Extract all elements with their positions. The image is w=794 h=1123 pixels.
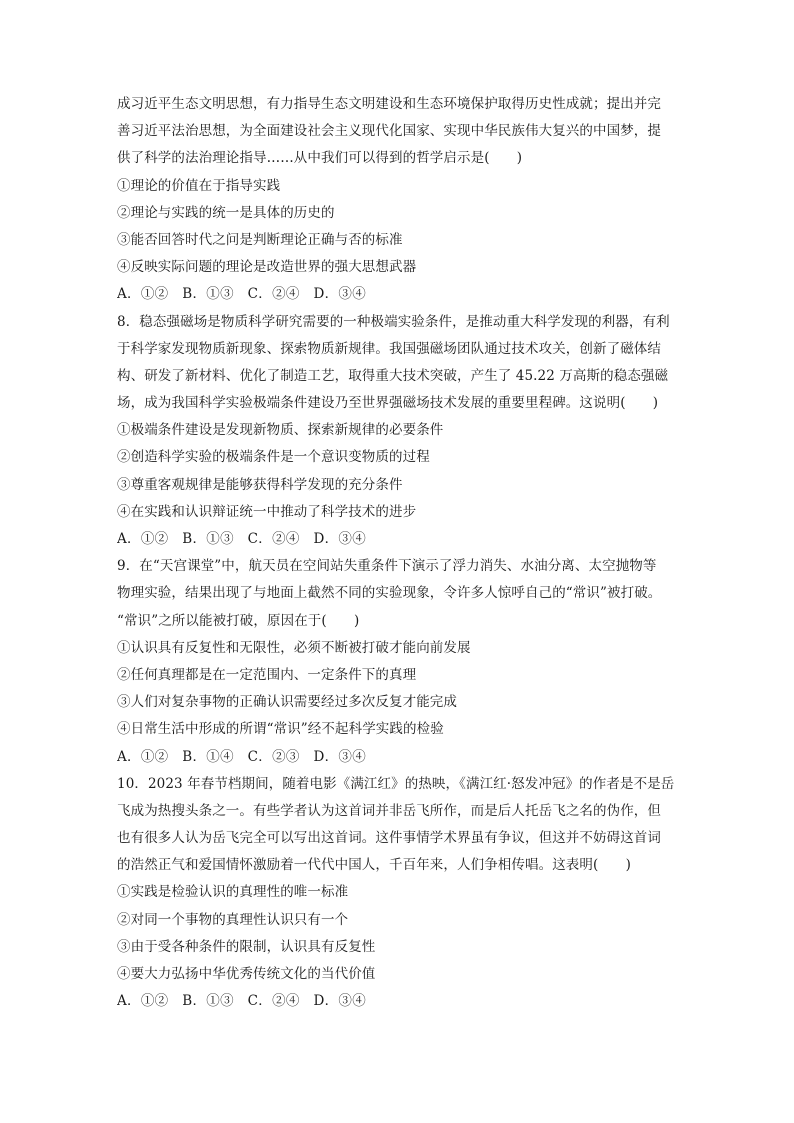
- answer-options: A．①② B．①③ C．②④ D．③④: [117, 531, 367, 547]
- statement-item: ③能否回答时代之问是判断理论正确与否的标准: [117, 231, 403, 248]
- statement-item: ③由于受各种条件的限制，认识具有反复性: [117, 938, 376, 955]
- statement-item: ④要大力弘扬中华优秀传统文化的当代价值: [117, 966, 376, 982]
- stem-line: 善习近平法治思想，为全面建设社会主义现代化国家、实现中华民族伟大复兴的中国梦，提: [117, 123, 661, 140]
- stem-line: 10．2023 年春节档期间，随着电影《满江红》的热映，《满江红·怒发冲冠》的作者是不是岳: [117, 775, 675, 792]
- statement-item: ②对同一个事物的真理性认识只有一个: [117, 911, 349, 928]
- stem-line: 物理实验，结果出现了与地面上截然不同的实验现象，令许多人惊呼自己的“常识”被打破。: [117, 585, 662, 602]
- statement-item: ③尊重客观规律是能够获得科学发现的充分条件: [117, 476, 403, 493]
- statement-item: ②任何真理都是在一定范围内、一定条件下的真理: [117, 666, 417, 683]
- answer-options: A．①② B．①③ C．②④ D．③④: [117, 993, 367, 1010]
- statement-item: ①实践是检验认识的真理性的唯一标准: [117, 884, 349, 901]
- stem-line: “常识”之所以能被打破，原因在于( ): [117, 612, 360, 629]
- statement-item: ①理论的价值在于指导实践: [117, 177, 281, 194]
- statement-item: ④反映实际问题的理论是改造世界的强大思想武器: [117, 259, 417, 276]
- statement-item: ②创造科学实验的极端条件是一个意识变物质的过程: [117, 449, 430, 466]
- statement-item: ①认识具有反复性和无限性，必须不断被打破才能向前发展: [117, 639, 471, 656]
- question-7-block: [117, 91, 683, 309]
- question-8-block: [117, 309, 683, 554]
- stem-line: 9．在“天宫课堂”中，航天员在空间站失重条件下演示了浮力消失、水油分离、太空抛物等: [117, 558, 657, 575]
- stem-line: 供了科学的法治理论指导……从中我们可以得到的哲学启示是( ): [117, 150, 523, 167]
- stem-line: 的浩然正气和爱国情怀激励着一代代中国人，千百年来，人们争相传唱。这表明( ): [117, 857, 631, 874]
- stem-line: 8．稳态强磁场是物质科学研究需要的一种极端实验条件，是推动重大科学发现的利器，有利: [117, 313, 670, 330]
- answer-options: A．①② B．①④ C．②③ D．③④: [117, 748, 367, 765]
- statement-item: ④日常生活中形成的所谓“常识”经不起科学实践的检验: [117, 721, 444, 738]
- answer-options: A．①② B．①③ C．②④ D．③④: [117, 286, 367, 303]
- stem-line: 构、研发了新材料、优化了制造工艺，取得重大技术突破，产生了 45.22 万高斯的稳态强磁: [117, 367, 669, 384]
- question-9-block: [117, 553, 683, 771]
- statement-item: ②理论与实践的统一是具体的历史的: [117, 204, 335, 221]
- stem-line: 于科学家发现物质新现象、探索物质新规律。我国强磁场团队通过技术攻关，创新了磁体结: [117, 340, 661, 357]
- stem-line: 飞成为热搜头条之一。有些学者认为这首词并非岳飞所作，而是后人托岳飞之名的伪作，但: [117, 802, 661, 819]
- document-page: [117, 91, 683, 1015]
- statement-item: ①极端条件建设是发现新物质、探索新规律的必要条件: [117, 422, 444, 439]
- stem-line: 场，成为我国科学实验极端条件建设乃至世界强磁场技术发展的重要里程碑。这说明( ): [117, 395, 659, 412]
- stem-line: 也有很多人认为岳飞完全可以写出这首词。这件事情学术界虽有争议，但这并不妨碍这首词: [117, 830, 661, 847]
- statement-item: ③人们对复杂事物的正确认识需要经过多次反复才能完成: [117, 694, 457, 711]
- stem-line: 成习近平生态文明思想，有力指导生态文明建设和生态环境保护取得历史性成就；提出并完: [117, 96, 661, 112]
- statement-item: ④在实践和认识辩证统一中推动了科学技术的进步: [117, 503, 417, 520]
- question-10-block: [117, 771, 683, 1016]
